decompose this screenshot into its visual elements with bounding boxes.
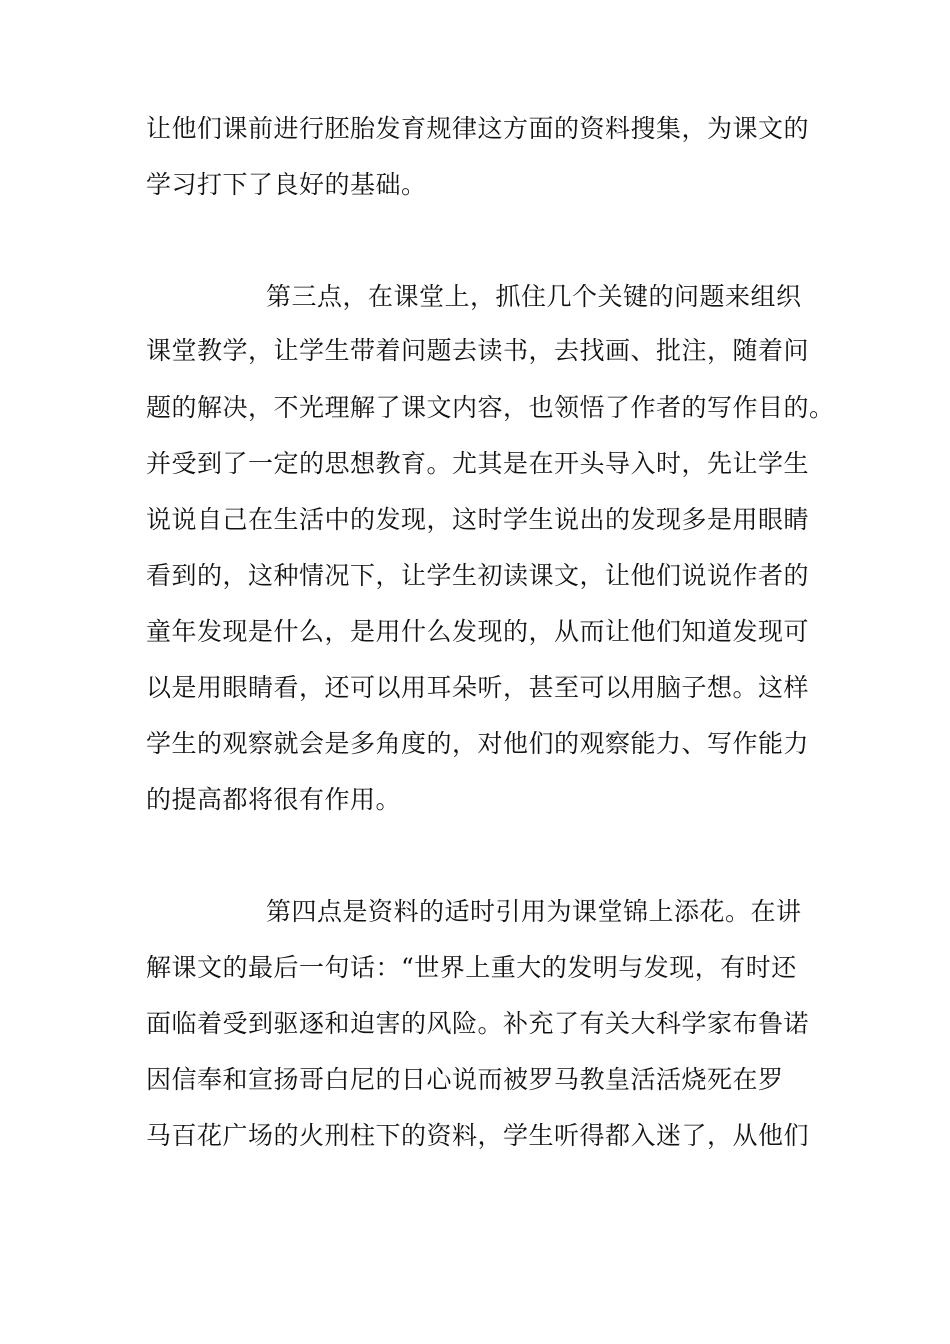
paragraph-line: 看到的，这种情况下，让学生初读课文，让他们说说作者的: [146, 561, 810, 590]
paragraph-line: 解课文的最后一句话：“世界上重大的发明与发现，有时还: [146, 953, 797, 982]
paragraph-line: 第四点是资料的适时引用为课堂锦上添花。在讲: [266, 897, 802, 926]
paragraph-line: 的提高都将很有作用。: [146, 785, 402, 814]
paragraph-line: 因信奉和宣扬哥白尼的日心说而被罗马教皇活活烧死在罗: [146, 1065, 784, 1094]
paragraph-line: 第三点，在课堂上，抓住几个关键的问题来组织: [266, 282, 802, 311]
paragraph-line: 面临着受到驱逐和迫害的风险。补充了有关大科学家布鲁诺: [146, 1009, 810, 1038]
paragraph-line: 以是用眼睛看，还可以用耳朵听，甚至可以用脑子想。这样: [146, 673, 810, 702]
paragraph-line: 题的解决，不光理解了课文内容，也领悟了作者的写作目的。: [146, 393, 835, 422]
paragraph-line: 并受到了一定的思想教育。尤其是在开头导入时，先让学生: [146, 449, 810, 478]
paragraph-line: 学生的观察就会是多角度的，对他们的观察能力、写作能力: [146, 729, 810, 758]
paragraph-line: 童年发现是什么，是用什么发现的，从而让他们知道发现可: [146, 617, 810, 646]
paragraph-line: 课堂教学，让学生带着问题去读书，去找画、批注，随着问: [146, 336, 810, 365]
paragraph-line: 学习打下了良好的基础。: [146, 170, 427, 199]
paragraph-line: 让他们课前进行胚胎发育规律这方面的资料搜集，为课文的: [146, 114, 810, 143]
paragraph-line: 马百花广场的火刑柱下的资料，学生听得都入迷了，从他们: [146, 1121, 810, 1150]
paragraph-line: 说说自己在生活中的发现，这时学生说出的发现多是用眼睛: [146, 505, 810, 534]
